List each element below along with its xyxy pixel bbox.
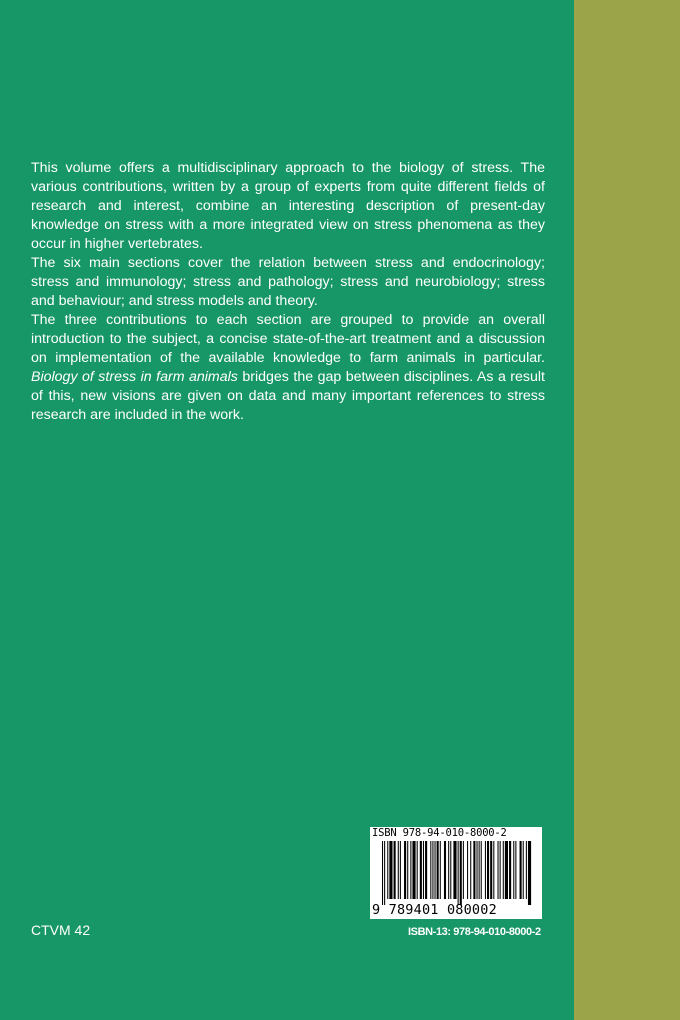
barcode-bar [485, 841, 486, 899]
barcode-bar [387, 841, 388, 899]
blurb-paragraph-3-end: bridges the gap between disciplines. As a result of this, new visions are given on data and many important references to stress research are included in the work. [31, 369, 545, 423]
barcode-bar [450, 841, 451, 899]
barcode-bar [493, 841, 494, 899]
blurb-paragraph-3 [31, 311, 545, 425]
barcode-bar [509, 841, 511, 899]
book-title-italic: Biology of stress in farm animals [31, 369, 238, 385]
barcode-bar [420, 841, 422, 899]
barcode-bar [430, 841, 431, 899]
barcode-bar [481, 841, 482, 899]
barcode-bar [500, 841, 501, 899]
barcode-bar [523, 841, 524, 899]
barcode-bar [425, 841, 427, 899]
blurb-paragraph-2: The six main sections cover the relation between stress and endocrinology; stress and immunology; stress and pathology; stress and neurobiology; stress and behaviour; and stress models and theory. [31, 255, 545, 309]
barcode-bar [404, 841, 406, 899]
barcode-bar [394, 841, 396, 899]
barcode-bar [407, 841, 408, 899]
barcode-bar [477, 841, 478, 899]
barcode-bar [515, 841, 516, 899]
blurb-paragraph-1: This volume offers a multidisciplinary approach to the biology of stress. The various contributions, written by a group of experts from quite different fields of research and interest, combine an interesting description of present-day knowledge on stress with a more integrated view on stress phenomena as they occur in higher vertebrates. [31, 160, 545, 252]
barcode-bar [528, 841, 531, 905]
barcode-bar [440, 841, 441, 899]
barcode-digits: 9 789401 080002 [372, 902, 497, 918]
barcode-bar [479, 841, 480, 899]
barcode-bar [384, 841, 385, 905]
barcode-bar [513, 841, 514, 899]
barcode-bar [470, 841, 471, 899]
barcode-bar [453, 841, 456, 899]
barcode-bar [432, 841, 433, 899]
barcode-bar [410, 841, 411, 899]
series-label: CTVM 42 [31, 922, 91, 938]
barcode-bar [498, 841, 499, 899]
barcode-bar [435, 841, 436, 899]
barcode-bar [400, 841, 401, 899]
barcode-bar [505, 841, 508, 899]
barcode-bar [417, 841, 418, 899]
barcode-isbn-text: ISBN 978-94-010-8000-2 [372, 827, 507, 839]
barcode-bar [467, 841, 468, 899]
isbn13-label: ISBN-13: 978-94-010-8000-2 [408, 926, 541, 938]
barcode-bar [412, 841, 415, 899]
barcode-bar [463, 841, 464, 899]
barcode-bar [526, 841, 527, 899]
blurb-paragraph-3-start: The three contributions to each section are grouped to provide an overall introduction to the subject, a concise state-of-the-art treatment and a discussion on implementation of the available knowledge to farm animals in particular. [31, 312, 545, 366]
barcode-bar [448, 841, 449, 899]
barcode-bar [444, 841, 446, 899]
barcode-bar [437, 841, 439, 899]
blurb-text [31, 159, 545, 425]
barcode-bar [473, 841, 475, 899]
barcode-bar [398, 841, 399, 899]
barcode-bar [520, 841, 522, 899]
barcode-bar [423, 841, 424, 899]
barcode-bar [460, 841, 462, 905]
spine-strip [574, 0, 680, 1020]
barcode-bar [458, 841, 459, 905]
barcode-bar [490, 841, 492, 899]
barcode-bar [389, 841, 392, 899]
barcode-bar [487, 841, 489, 899]
barcode-bar [382, 841, 383, 905]
barcode-bar [503, 841, 504, 899]
barcode [370, 827, 542, 919]
barcode-bars [382, 841, 532, 905]
